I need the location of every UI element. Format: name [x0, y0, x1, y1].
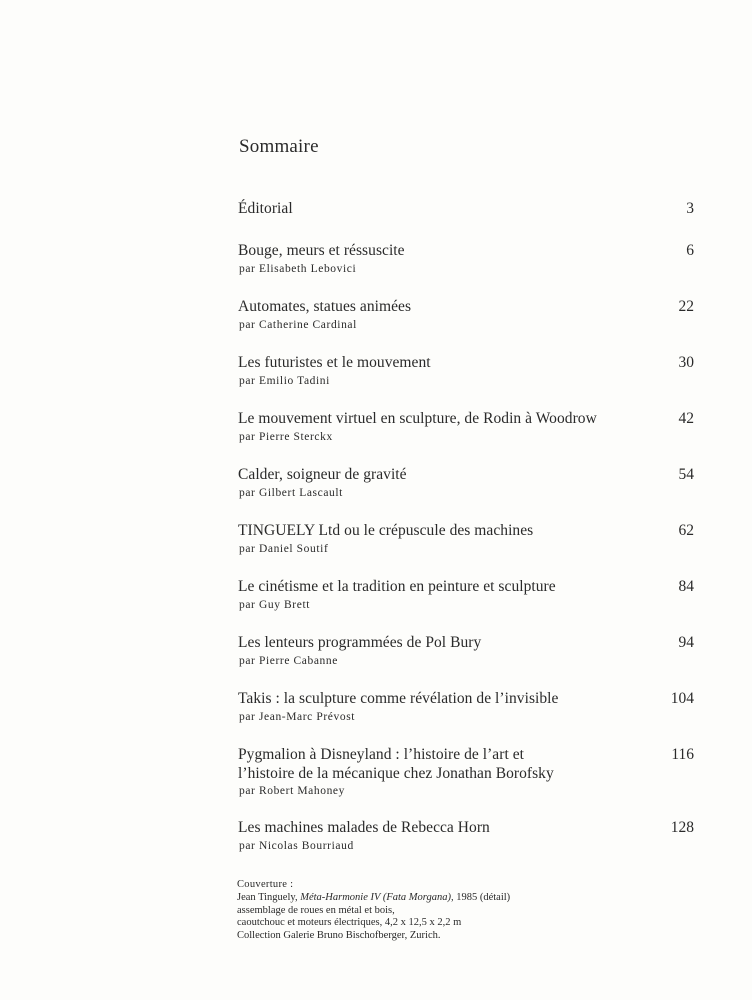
toc-entry-page: 42: [678, 410, 694, 427]
toc-entry-author: par Guy Brett: [239, 598, 311, 611]
toc-entry-page: 128: [670, 819, 694, 836]
toc-entry-page: 3: [686, 200, 694, 217]
toc-entry[interactable]: [238, 466, 694, 500]
toc-entry[interactable]: [238, 634, 694, 668]
toc-entry-page: 6: [686, 242, 694, 259]
toc-entry[interactable]: [238, 242, 694, 276]
toc-entry-author: par Catherine Cardinal: [239, 318, 357, 331]
toc-entry-page: 94: [678, 634, 694, 651]
toc-entry-title: Le cinétisme et la tradition en peinture et sculpture: [238, 578, 556, 595]
toc-entry-title: Les lenteurs programmées de Pol Bury: [238, 634, 482, 651]
cover-artist: Jean Tinguely,: [237, 891, 301, 903]
toc-entry-title-line1: Pygmalion à Disneyland : l’histoire de l’art et: [238, 746, 525, 763]
toc-entry-page: 62: [678, 522, 694, 539]
cover-label: Couverture :: [237, 879, 294, 890]
cover-year: 1985 (détail): [456, 891, 511, 903]
toc-entry[interactable]: [238, 746, 694, 798]
toc-entry-title: Le mouvement virtuel en sculpture, de Rodin à Woodrow: [238, 410, 597, 427]
toc-entry[interactable]: [238, 578, 694, 612]
toc-entry-author: par Emilio Tadini: [239, 374, 330, 387]
toc-entry[interactable]: [238, 298, 694, 332]
cover-line-2: assemblage de roues en métal et bois,: [237, 904, 395, 916]
cover-work-title: Méta-Harmonie IV (Fata Morgana),: [300, 891, 457, 903]
toc-entry-title: Automates, statues animées: [238, 298, 412, 315]
toc-entry-title: Takis : la sculpture comme révélation de l’invisible: [238, 690, 559, 707]
cover-line-3: caoutchouc et moteurs électriques, 4,2 x 12,5 x 2,2 m: [237, 917, 462, 929]
toc-entry[interactable]: [238, 522, 694, 556]
toc-entry[interactable]: [238, 690, 694, 724]
toc-entry[interactable]: [238, 354, 694, 388]
toc-entry[interactable]: [238, 819, 694, 853]
cover-credit: [237, 879, 510, 943]
toc-entry-page: 84: [678, 578, 694, 595]
toc-entry-page: 104: [670, 690, 694, 707]
toc-entry-page: 30: [678, 354, 694, 371]
toc-entry-author: par Robert Mahoney: [239, 785, 345, 797]
toc-entry-title: Éditorial: [238, 200, 293, 217]
toc-entry-title: Bouge, meurs et réssuscite: [238, 242, 405, 259]
toc-entry-page: 116: [671, 746, 694, 763]
toc-entry-author: par Jean-Marc Prévost: [239, 710, 356, 723]
toc-entry-author: par Daniel Soutif: [239, 542, 329, 555]
toc-entry-author: par Nicolas Bourriaud: [239, 839, 354, 852]
toc-entry-editorial[interactable]: [238, 200, 694, 219]
toc-entry[interactable]: [238, 410, 694, 444]
toc-entry-title: Les futuristes et le mouvement: [238, 354, 431, 371]
cover-line-1: [237, 892, 510, 905]
toc-entry-author: par Pierre Cabanne: [239, 654, 338, 667]
toc-entry-title: Calder, soigneur de gravité: [238, 466, 407, 483]
toc-entry-author: par Gilbert Lascault: [239, 486, 343, 499]
toc-entry-title: Les machines malades de Rebecca Horn: [238, 819, 490, 836]
toc-entry-author: par Elisabeth Lebovici: [239, 262, 357, 275]
toc-entry-author: par Pierre Sterckx: [239, 430, 333, 443]
toc-entry-page: 22: [678, 298, 694, 315]
toc-entry-page: 54: [678, 466, 694, 483]
page-title: Sommaire: [239, 136, 319, 157]
toc-entry-title: TINGUELY Ltd ou le crépuscule des machines: [238, 522, 534, 539]
cover-line-4: Collection Galerie Bruno Bischofberger, Zurich.: [237, 930, 441, 942]
toc-entry-title-line2: l’histoire de la mécanique chez Jonathan Borofsky: [238, 764, 554, 782]
